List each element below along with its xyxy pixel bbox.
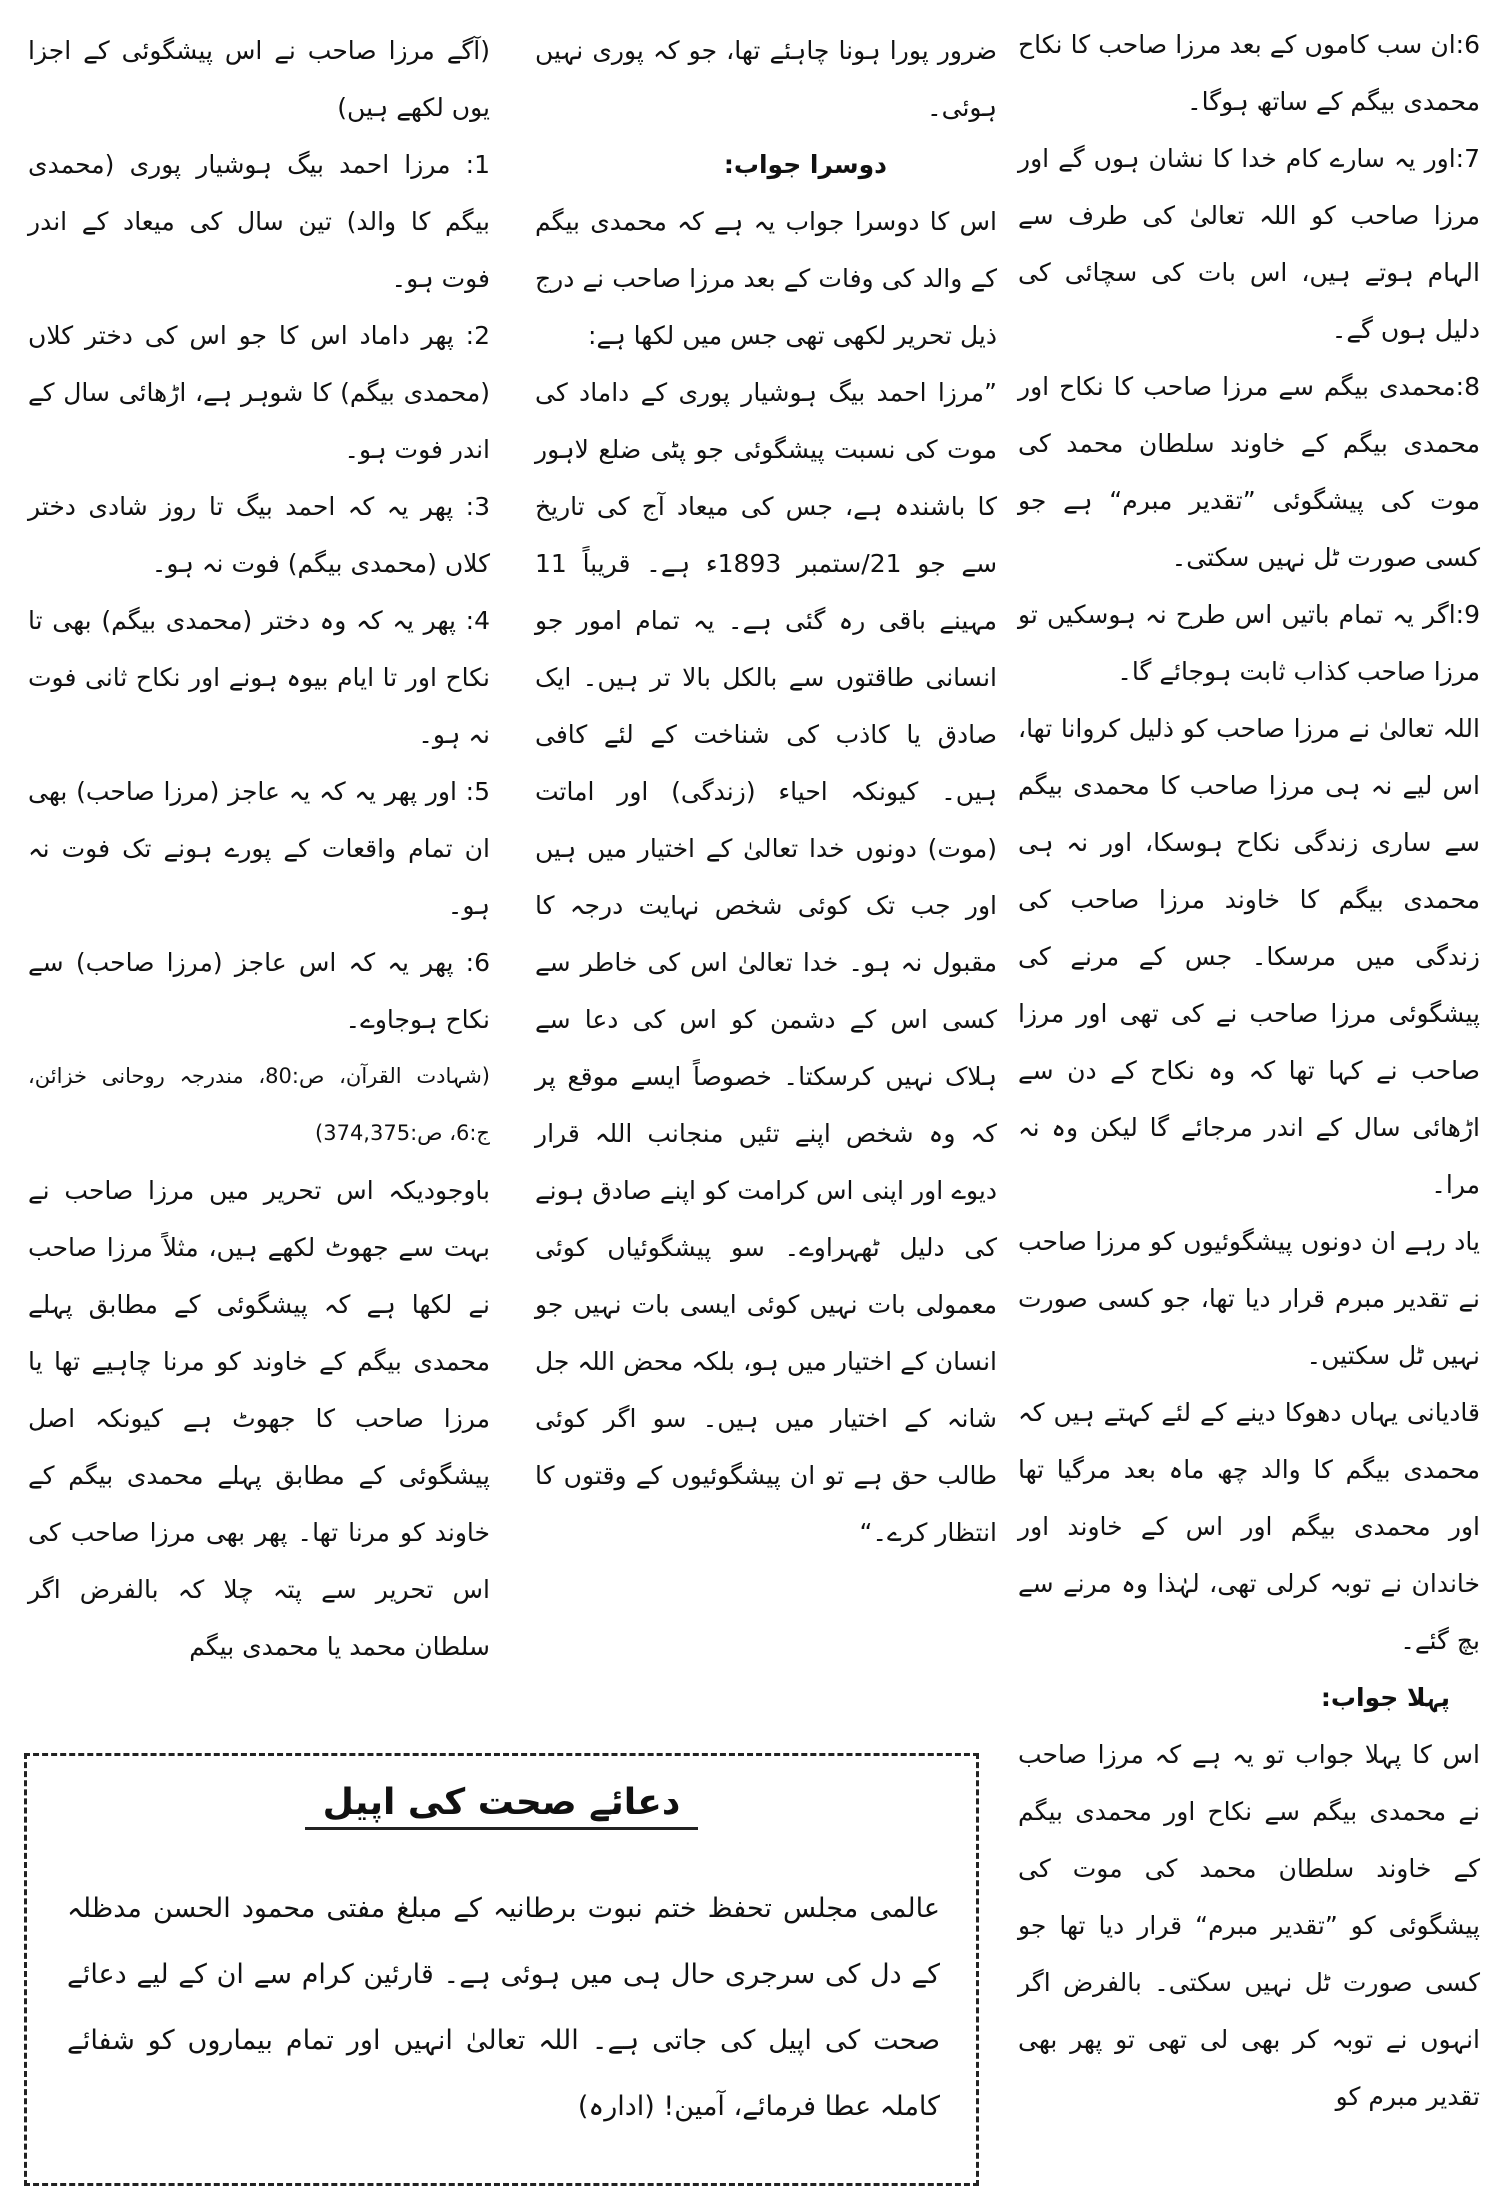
- paragraph: (آگے مرزا صاحب نے اس پیشگوئی کے اجزا یوں لکھے ہیں): [28, 36, 490, 122]
- paragraph: 2: پھر داماد اس کا جو اس کی دختر کلاں (محمدی بیگم) کا شوہر ہے، اڑھائی سال کے اندر فوت ہو۔: [28, 321, 490, 464]
- citation-note: (شہادت القرآن، ص:80، مندرجہ روحانی خزائن، ج:6، ص:374,375): [28, 1064, 490, 1145]
- paragraph: 4: پھر یہ کہ وہ دختر (محمدی بیگم) بھی تا نکاح اور تا ایام بیوہ ہونے اور نکاح ثانی فوت نہ ہو۔: [28, 606, 490, 749]
- paragraph: اس کا پہلا جواب تو یہ ہے کہ مرزا صاحب نے محمدی بیگم سے نکاح اور محمدی بیگم کے خاوند سلطان محمد کی موت کی پیشگوئی کو ”تقدیر مبرم“ قرار دیا تھا جو کسی صورت ٹل نہیں سکتی۔ بالفرض اگر انہوں نے توبہ کر بھی لی تھی تو پھر بھی تقدیر مبرم کو: [1018, 1740, 1480, 2111]
- section-heading: دوسرا جواب:: [723, 150, 887, 179]
- paragraph: یاد رہے ان دونوں پیشگوئیوں کو مرزا صاحب نے تقدیر مبرم قرار دیا تھا، جو کسی صورت نہیں ٹل سکتیں۔: [1018, 1227, 1480, 1370]
- paragraph: اس کا دوسرا جواب یہ ہے کہ محمدی بیگم کے والد کی وفات کے بعد مرزا صاحب نے درج ذیل تحریر لکھی تھی جس میں لکھا ہے:: [535, 207, 997, 350]
- appeal-title: [27, 1782, 976, 1830]
- paragraph: ”مرزا احمد بیگ ہوشیار پوری کے داماد کی موت کی نسبت پیشگوئی جو پٹی ضلع لاہور کا باشندہ ہے، جس کی میعاد آج کی تاریخ سے جو 21/ستمبر 1893ء ہے۔ قریباً 11 مہینے باقی رہ گئی ہے۔ یہ تمام امور جو انسانی طاقتوں سے بالکل بالا تر ہیں۔ ایک صادق یا کاذب کی شناخت کے لئے کافی ہیں۔ کیونکہ احیاء (زندگی) اور اماتت (موت) دونوں خدا تعالیٰ کے اختیار میں ہیں اور جب تک کوئی شخص نہایت درجہ کا مقبول نہ ہو۔ خدا تعالیٰ اس کی خاطر سے کسی اس کے دشمن کو اس کی دعا سے ہلاک نہیں کرسکتا۔ خصوصاً ایسے موقع پر کہ وہ شخص اپنے تئیں منجانب اللہ قرار دیوے اور اپنی اس کرامت کو اپنے صادق ہونے کی دلیل ٹھہراوے۔ سو پیشگوئیاں کوئی معمولی بات نہیں کوئی ایسی بات نہیں جو انسان کے اختیار میں ہو، بلکہ محض اللہ جل شانہ کے اختیار میں ہیں۔ سو اگر کوئی طالب حق ہے تو ان پیشگوئیوں کے وقتوں کا انتظار کرے۔“: [535, 378, 998, 1547]
- paragraph: 3: پھر یہ کہ احمد بیگ تا روز شادی دختر کلاں (محمدی بیگم) فوت نہ ہو۔: [28, 492, 490, 578]
- paragraph: ضرور پورا ہونا چاہئے تھا، جو کہ پوری نہیں ہوئی۔: [535, 36, 997, 122]
- paragraph: 6: پھر یہ کہ اس عاجز (مرزا صاحب) سے نکاح ہوجاوے۔: [28, 948, 490, 1034]
- paragraph: باوجودیکہ اس تحریر میں مرزا صاحب نے بہت سے جھوٹ لکھے ہیں، مثلاً مرزا صاحب نے لکھا ہے کہ پیشگوئی کے مطابق پہلے محمدی بیگم کے خاوند کو مرنا چاہیے تھا یا مرزا صاحب کا جھوٹ ہے کیونکہ اصل پیشگوئی کے مطابق پہلے محمدی بیگم کے خاوند کو مرنا تھا۔ پھر بھی مرزا صاحب کی اس تحریر سے پتہ چلا کہ بالفرض اگر سلطان محمد یا محمدی بیگم: [28, 1176, 490, 1661]
- column-right: [1018, 16, 1480, 2125]
- paragraph: اللہ تعالیٰ نے مرزا صاحب کو ذلیل کروانا تھا، اس لیے نہ ہی مرزا صاحب کا محمدی بیگم سے ساری زندگی نکاح ہوسکا، اور نہ ہی محمدی بیگم کا خاوند مرزا صاحب کی زندگی میں مرسکا۔ جس کے مرنے کی پیشگوئی مرزا صاحب نے کی تھی اور مرزا صاحب نے کہا تھا کہ وہ نکاح کے دن سے اڑھائی سال کے اندر مرجائے گا لیکن وہ نہ مرا۔: [1018, 714, 1480, 1199]
- paragraph: 5: اور پھر یہ کہ یہ عاجز (مرزا صاحب) بھی ان تمام واقعات کے پورے ہونے تک فوت نہ ہو۔: [28, 777, 490, 920]
- appeal-title-text: دعائے صحت کی اپیل: [305, 1782, 699, 1830]
- paragraph: 9:اگر یہ تمام باتیں اس طرح نہ ہوسکیں تو مرزا صاحب کذاب ثابت ہوجائے گا۔: [1018, 600, 1480, 686]
- paragraph: 1: مرزا احمد بیگ ہوشیار پوری (محمدی بیگم کا والد) تین سال کی میعاد کے اندر فوت ہو۔: [28, 150, 490, 293]
- section-heading: پہلا جواب:: [1320, 1683, 1450, 1712]
- paragraph: 7:اور یہ سارے کام خدا کا نشان ہوں گے اور مرزا صاحب کو اللہ تعالیٰ کی طرف سے الہام ہوتے ہیں، اس بات کی سچائی کی دلیل ہوں گے۔: [1018, 144, 1480, 344]
- column-middle: [535, 22, 997, 1561]
- appeal-body-text: عالمی مجلس تحفظ ختم نبوت برطانیہ کے مبلغ مفتی محمود الحسن مدظلہ کے دل کی سرجری حال ہی میں ہوئی ہے۔ قارئین کرام سے ان کے لیے دعائے صحت کی اپیل کی جاتی ہے۔ اللہ تعالیٰ انہیں اور تمام بیماروں کو شفائے کاملہ عطا فرمائے، آمین! (ادارہ): [67, 1893, 940, 2122]
- column-left: [28, 22, 490, 1675]
- paragraph: 6:ان سب کاموں کے بعد مرزا صاحب کا نکاح محمدی بیگم کے ساتھ ہوگا۔: [1018, 30, 1480, 116]
- paragraph: قادیانی یہاں دھوکا دینے کے لئے کہتے ہیں کہ محمدی بیگم کا والد چھ ماہ بعد مرگیا تھا اور محمدی بیگم اور اس کے خاوند اور خاندان نے توبہ کرلی تھی، لہٰذا وہ مرنے سے بچ گئے۔: [1018, 1398, 1480, 1655]
- health-appeal-box: [24, 1753, 979, 2186]
- appeal-body: [67, 1876, 940, 2140]
- paragraph: 8:محمدی بیگم سے مرزا صاحب کا نکاح اور محمدی بیگم کے خاوند سلطان محمد کی موت کی پیشگوئی ”تقدیر مبرم“ ہے جو کسی صورت ٹل نہیں سکتی۔: [1018, 372, 1480, 572]
